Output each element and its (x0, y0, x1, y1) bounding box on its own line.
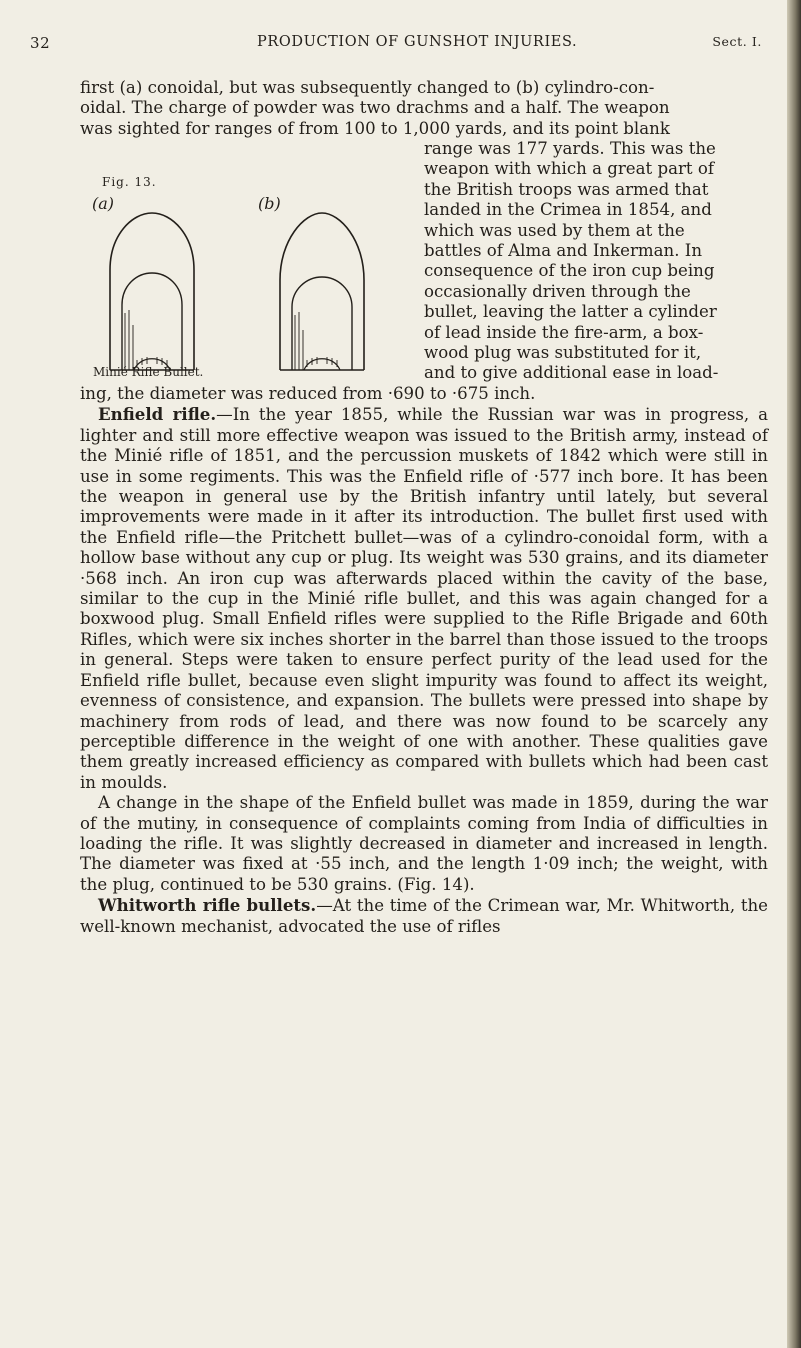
figure-label-b: (b) (258, 194, 281, 213)
body-text (80, 384, 768, 937)
running-title: PRODUCTION OF GUNSHOT INJURIES. (257, 34, 578, 50)
bullet-a-illustration (110, 213, 194, 370)
enfield-heading: Enfield rifle. (98, 404, 217, 425)
figure-label-a: (a) (92, 194, 115, 213)
paragraph-text: —In the year 1855, while the Russian war was in progress, a lighter and still more effective weapon was issued to the British army, instead of the Minié rifle of 1851, and the percussion muskets of 1842 which were still in use in some regiments. This was the Enfield rifle of ·577 inch bore. It has been the weapon in general use by the British infantry until lately, but several improvements were made in it after its introduction. The bullet first used with the Enfield rifle—the Pritchett bullet—was of a cylindro-conoidal form, with a hollow base without any cup or plug. Its weight was 530 grains, and its diameter ·568 inch. An iron cup was afterwards placed within the cavity of the base, similar to the cup in the Minié rifle bullet, and this was again changed for a boxwood plug. Small Enfield rifles were supplied to the Rifle Brigade and 60th Rifles, which were six inches shorter in the barrel than those issued to the troops in general. Steps were taken to ensure perfect purity of the lead used for the Enfield rifle bullet, because even slight impurity was found to affect its weight, evenness of consistence, and expansion. The bullets were pressed into shape by machinery from rods of lead, and there was now found to be scarcely any perceptible difference in the weight of one with another. These qualities gave them greatly increased efficiency as compared with bullets which had been cast in moulds. (80, 405, 768, 792)
text-line: which was used by them at the (424, 220, 685, 240)
text-line: bullet, leaving the latter a cylinder (424, 302, 717, 322)
text-line: of lead inside the fire-arm, a box- (424, 322, 704, 342)
whitworth-heading: Whitworth rifle bullets. (98, 895, 317, 916)
section-label: Sect. I. (712, 34, 762, 49)
text-line: consequence of the iron cup being (424, 261, 715, 281)
figure-number: Fig. 13. (102, 175, 157, 189)
text-line: weapon with which a great part of (424, 159, 714, 179)
paragraph: A change in the shape of the Enfield bullet was made in 1859, during the war of the mutiny, in consequence of complaints coming from India of difficulties in loading the rifle. It was slightly decreased in diameter and increased in length. The diameter was fixed at ·55 inch, and the length 1·09 inch; the weight, with the plug, continued to be 530 grains. (Fig. 14). (80, 793, 768, 894)
text-line: range was 177 yards. This was the (424, 139, 716, 158)
text-line: battles of Alma and Inkerman. In (424, 241, 703, 261)
text-line: oidal. The charge of powder was two drachms and a half. The weapon (80, 98, 670, 118)
text-line: landed in the Crimea in 1854, and (424, 200, 712, 220)
text-line: and to give additional ease in load- (424, 363, 719, 383)
page-edge (787, 0, 801, 1348)
text-line: wood plug was substituted for it, (424, 343, 702, 363)
text-line: first (a) conoidal, but was subsequently changed to (b) cylindro-con- (80, 78, 655, 97)
minie-bullet-figure (82, 175, 412, 380)
paragraph-whitworth (80, 895, 768, 937)
page-number: 32 (30, 34, 51, 52)
paragraph-text: —At the time of the Crimean war, Mr. Whitworth, the well-known mechanist, advocated the use of rifles (80, 896, 768, 936)
bullet-b-illustration (280, 213, 364, 370)
wrapped-text (424, 139, 768, 384)
paragraph-enfield (80, 404, 768, 793)
running-header (30, 34, 770, 56)
text-line: occasionally driven through the (424, 281, 691, 301)
paragraph: ing, the diameter was reduced from ·690 to ·675 inch. (80, 384, 536, 403)
intro-lines (80, 78, 768, 139)
figure-caption: Minié Rifle Bullet. (93, 365, 204, 379)
text-line: the British troops was armed that (424, 179, 709, 199)
text-line: was sighted for ranges of from 100 to 1,000 yards, and its point blank (80, 118, 670, 138)
